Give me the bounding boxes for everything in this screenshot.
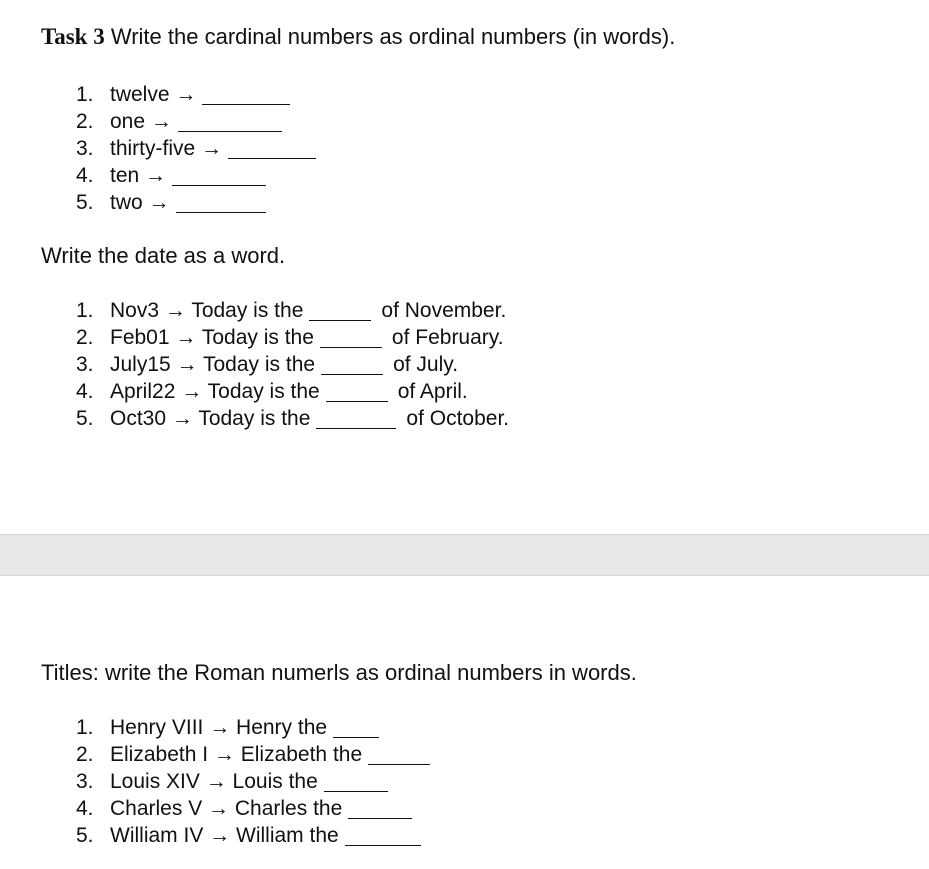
item-number: 1. [76, 83, 94, 106]
answer-blank[interactable] [348, 798, 412, 819]
item-text: Nov3 → Today is the [110, 299, 304, 322]
list-item [76, 795, 412, 822]
item-number: 2. [76, 743, 94, 766]
list-item [76, 135, 316, 162]
item-text: Charles V → Charles the [110, 797, 343, 820]
list-item [76, 378, 468, 405]
list-item [76, 108, 282, 135]
item-number: 2. [76, 110, 94, 133]
item-text: Louis XIV → Louis the [110, 770, 318, 793]
item-text: Elizabeth I → Elizabeth the [110, 743, 363, 766]
item-suffix: of February. [391, 326, 504, 349]
titles-instruction: Titles: write the Roman numerls as ordinal numbers in words. [41, 660, 637, 685]
list-item [76, 768, 388, 795]
answer-blank[interactable] [333, 717, 379, 738]
list-item [76, 81, 290, 108]
item-suffix: of October. [406, 407, 510, 430]
item-number: 5. [76, 191, 94, 214]
item-number: 4. [76, 797, 94, 820]
item-number: 1. [76, 299, 94, 322]
answer-blank[interactable] [326, 381, 388, 402]
answer-blank[interactable] [228, 138, 316, 159]
item-text: April22 → Today is the [110, 380, 320, 403]
list-item [76, 297, 506, 324]
item-text: two → [110, 191, 170, 214]
item-number: 4. [76, 164, 94, 187]
answer-blank[interactable] [321, 354, 383, 375]
item-number: 5. [76, 407, 94, 430]
task-instruction: Write the cardinal numbers as ordinal numbers (in words). [104, 24, 676, 49]
item-number: 5. [76, 824, 94, 847]
item-number: 3. [76, 770, 94, 793]
answer-blank[interactable] [172, 165, 266, 186]
list-item [76, 189, 266, 216]
item-number: 3. [76, 353, 94, 376]
list-item [76, 405, 509, 432]
item-text: William IV → William the [110, 824, 339, 847]
list-item [76, 162, 266, 189]
answer-blank[interactable] [368, 744, 430, 765]
answer-blank[interactable] [309, 300, 371, 321]
answer-blank[interactable] [178, 111, 282, 132]
item-text: twelve → [110, 83, 197, 106]
item-text: July15 → Today is the [110, 353, 316, 376]
document-page-2 [0, 576, 929, 869]
answer-blank[interactable] [316, 408, 396, 429]
date-instruction: Write the date as a word. [41, 243, 286, 268]
item-suffix: of July. [393, 353, 459, 376]
page-separator [0, 534, 929, 576]
answer-blank[interactable] [345, 825, 421, 846]
item-number: 3. [76, 137, 94, 160]
answer-blank[interactable] [324, 771, 388, 792]
answer-blank[interactable] [320, 327, 382, 348]
item-number: 2. [76, 326, 94, 349]
item-text: Henry VIII → Henry the [110, 716, 328, 739]
task-label: Task 3 [41, 24, 105, 49]
task-title [41, 24, 675, 50]
item-text: one → [110, 110, 172, 133]
list-item [76, 822, 421, 849]
item-text: Feb01 → Today is the [110, 326, 314, 349]
item-suffix: of November. [381, 299, 507, 322]
list-item [76, 324, 504, 351]
item-number: 4. [76, 380, 94, 403]
list-item [76, 741, 430, 768]
item-text: thirty-five → [110, 137, 223, 160]
answer-blank[interactable] [176, 192, 266, 213]
item-text: ten → [110, 164, 167, 187]
item-text: Oct30 → Today is the [110, 407, 311, 430]
item-suffix: of April. [397, 380, 468, 403]
list-item [76, 714, 379, 741]
answer-blank[interactable] [202, 84, 290, 105]
item-number: 1. [76, 716, 94, 739]
list-item [76, 351, 458, 378]
